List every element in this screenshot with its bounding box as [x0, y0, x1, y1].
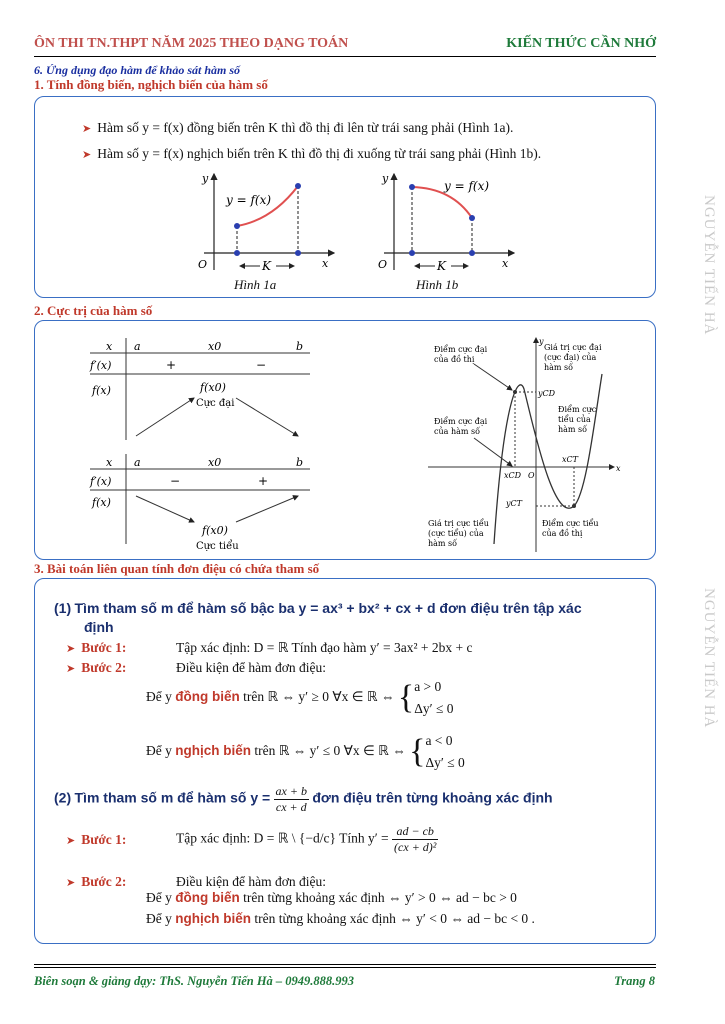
p2-step-2: ➤ Bước 2:	[66, 874, 127, 889]
svg-text:hàm số: hàm số	[428, 539, 458, 548]
svg-text:tiểu của: tiểu của	[558, 415, 591, 424]
svg-text:b: b	[296, 340, 304, 353]
problem-1-heading-cont: định	[84, 619, 114, 635]
p1-step-1: ➤ Bước 1:	[66, 640, 127, 655]
extremum-graph	[424, 334, 638, 556]
svg-text:+: +	[258, 474, 269, 488]
svg-text:xCD: xCD	[504, 471, 522, 480]
bullet-arrow-icon: ➤	[66, 835, 76, 847]
svg-text:y: y	[539, 337, 544, 346]
footer-author: Biên soạn & giảng dạy: ThS. Nguyễn Tiến Hà – 0949.888.993	[34, 974, 355, 988]
bullet-arrow-icon: ➤	[82, 123, 92, 135]
figure-1b	[372, 170, 522, 276]
part2-title: 2. Cực trị của hàm số	[34, 303, 153, 318]
p2-step-1: ➤ Bước 1:	[66, 832, 127, 847]
svg-text:O: O	[528, 471, 535, 480]
problem-2-heading: (2) Tìm tham số m để hàm số y = $\frac{ax + b}{cx + d}$ đơn điệu trên từng khoảng xác định	[54, 784, 553, 814]
part1-bullet-1: ➤ Hàm số y = f(x) đồng biến trên K thì đồ thị đi lên từ trái sang phải (Hình 1a).	[82, 120, 514, 135]
svg-text:a: a	[134, 340, 141, 353]
svg-text:yCT: yCT	[506, 499, 522, 508]
svg-text:yCD: yCD	[538, 389, 556, 398]
svg-text:hàm số: hàm số	[558, 425, 588, 434]
footer-rule	[34, 964, 656, 965]
svg-text:của đồ thị: của đồ thị	[542, 529, 583, 538]
header-topic: KIẾN THỨC CẦN NHỚ	[506, 36, 656, 51]
svg-text:x0: x0	[208, 456, 222, 469]
svg-text:f(x0): f(x0)	[200, 381, 226, 394]
fig1b-origin: O	[378, 258, 388, 271]
svg-text:x: x	[106, 456, 113, 469]
header-rule	[34, 56, 656, 57]
section-title: 6. Ứng dụng đạo hàm để khảo sát hàm số	[34, 63, 241, 77]
p1-decreasing-condition: Để y nghịch biến trên ℝ ⇔ y′ ≤ 0 ∀x ∈ ℝ ⇔ {a < 0 Δy′ ≤ 0	[146, 733, 465, 770]
figure-1a-caption: Hình 1a	[234, 277, 277, 292]
svg-text:a: a	[134, 456, 141, 469]
label-cuc-tieu: Cực tiểu	[196, 541, 239, 552]
fig1b-y-label: y	[382, 172, 389, 185]
svg-text:Điểm cực: Điểm cực	[558, 405, 597, 414]
svg-text:f(x): f(x)	[92, 496, 111, 509]
header-course-title: ÔN THI TN.THPT NĂM 2025 THEO DẠNG TOÁN	[34, 36, 349, 51]
svg-text:Điểm cực tiểu: Điểm cực tiểu	[542, 519, 599, 528]
svg-text:của đồ thị: của đồ thị	[434, 355, 475, 364]
svg-text:x: x	[616, 464, 621, 473]
part1-title: 1. Tính đồng biến, nghịch biến của hàm số	[34, 77, 268, 92]
fig1a-k-label: K	[262, 259, 271, 273]
svg-text:(cực tiểu) của: (cực tiểu) của	[428, 529, 484, 538]
figure-1a	[192, 170, 342, 276]
svg-text:của hàm số: của hàm số	[434, 427, 480, 436]
fig1a-origin: O	[198, 258, 208, 271]
fig1b-k-label: K	[437, 259, 446, 273]
svg-text:x: x	[106, 340, 113, 353]
svg-text:Giá trị cực đại: Giá trị cực đại	[544, 343, 602, 352]
svg-text:f′(x): f′(x)	[90, 359, 112, 372]
svg-text:+: +	[166, 358, 177, 372]
watermark-top: NGUYỄN TIẾN HÀ	[701, 195, 717, 336]
bullet-arrow-icon: ➤	[66, 643, 76, 655]
p2-decreasing-condition: Để y nghịch biến trên từng khoảng xác định ⇔ y′ < 0 ⇔ ad − bc < 0 .	[146, 911, 535, 926]
svg-text:b: b	[296, 456, 304, 469]
bullet-arrow-icon: ➤	[82, 149, 92, 161]
svg-text:(cực đại) của: (cực đại) của	[544, 353, 597, 362]
p1-increasing-condition: Để y đồng biến trên ℝ ⇔ y′ ≥ 0 ∀x ∈ ℝ ⇔ {a > 0 Δy′ ≤ 0	[146, 679, 454, 716]
svg-text:xCT: xCT	[562, 455, 578, 464]
bullet-arrow-icon: ➤	[66, 877, 76, 889]
variation-table-min	[86, 452, 318, 556]
fig1a-curve-label: y = f(x)	[226, 193, 272, 207]
svg-text:Điểm cực đại: Điểm cực đại	[434, 417, 488, 426]
part3-title: 3. Bài toán liên quan tính đơn điệu có chứa tham số	[34, 561, 320, 576]
page-header	[34, 36, 656, 56]
p2-step-2-text: Điều kiện để hàm đơn điệu:	[176, 874, 326, 889]
svg-text:−: −	[170, 474, 181, 488]
problem-1-heading: (1) Tìm tham số m để hàm số bậc ba y = ax³ + bx² + cx + d đơn điệu trên tập xác	[54, 600, 582, 616]
watermark-bottom: NGUYỄN TIẾN HÀ	[701, 588, 717, 729]
p1-step-2: ➤ Bước 2:	[66, 660, 127, 675]
p1-step-1-text: Tập xác định: D = ℝ Tính đạo hàm y′ = 3ax² + 2bx + c	[176, 640, 473, 655]
svg-text:f(x0): f(x0)	[202, 524, 228, 537]
fig1a-x-label: x	[322, 257, 329, 270]
part1-bullet-2: ➤ Hàm số y = f(x) nghịch biến trên K thì đồ thị đi xuống từ trái sang phải (Hình 1b).	[82, 146, 542, 161]
fig1b-curve-label: y = f(x)	[444, 179, 490, 193]
svg-text:Điểm cực đại: Điểm cực đại	[434, 345, 488, 354]
footer-page-number: Trang 8	[614, 974, 655, 988]
svg-text:f(x): f(x)	[92, 384, 111, 397]
p2-increasing-condition: Để y đồng biến trên từng khoảng xác định ⇔ y′ > 0 ⇔ ad − bc > 0	[146, 890, 517, 905]
p1-step-2-text: Điều kiện để hàm đơn điệu:	[176, 660, 326, 675]
variation-table-max	[86, 336, 318, 444]
svg-text:−: −	[256, 358, 267, 372]
fig1b-x-label: x	[502, 257, 509, 270]
svg-text:x0: x0	[208, 340, 222, 353]
svg-text:hàm số: hàm số	[544, 363, 574, 372]
label-cuc-dai: Cực đại	[196, 398, 235, 409]
footer-rule-2	[34, 967, 656, 968]
svg-text:f′(x): f′(x)	[90, 475, 112, 488]
p2-step-1-text: Tập xác định: D = ℝ \ {−d/c} Tính y′ = $\frac{ad - cb}{\text{(cx + d)²}}$	[176, 824, 437, 854]
svg-text:Giá trị cực tiểu: Giá trị cực tiểu	[428, 519, 489, 528]
figure-1b-caption: Hình 1b	[416, 277, 459, 292]
fig1a-y-label: y	[202, 172, 209, 185]
bullet-arrow-icon: ➤	[66, 663, 76, 675]
